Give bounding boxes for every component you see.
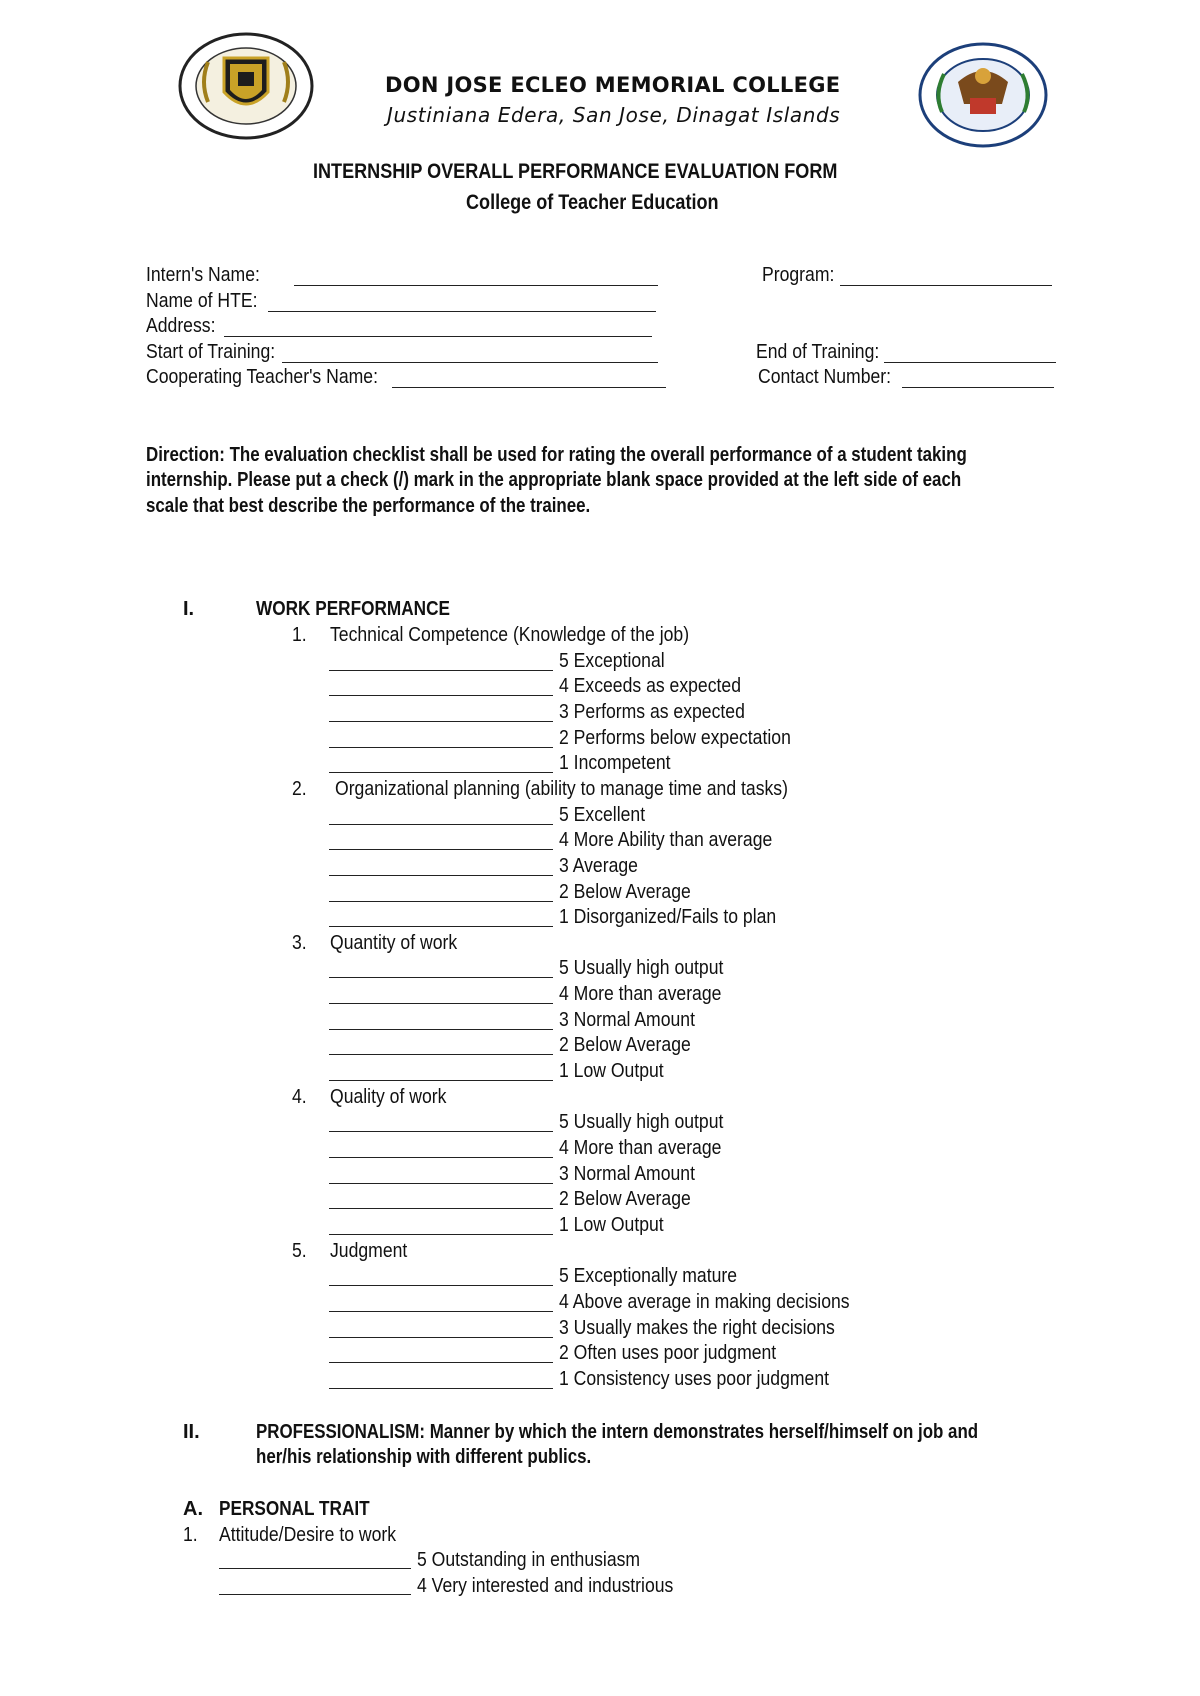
direction-line-2: internship. Please put a check (/) mark in the appropriate blank space provided at the left side of each — [146, 469, 962, 491]
item-4-option-2-blank[interactable] — [329, 1208, 553, 1209]
item-3-option-1-blank[interactable] — [329, 1080, 553, 1081]
hte-name-label: Name of HTE: — [146, 290, 258, 312]
contact-number-label: Contact Number: — [758, 366, 892, 388]
item-2-option-5-label: 5 Excellent — [559, 803, 646, 826]
section-2-numeral: II. — [183, 1421, 200, 1443]
direction-line-3: scale that best describe the performance of the trainee. — [146, 495, 591, 517]
item-3-option-5-blank[interactable] — [329, 977, 553, 978]
program-field[interactable] — [840, 285, 1052, 286]
item-4-option-5-blank[interactable] — [329, 1131, 553, 1132]
item-1-option-4-label: 4 Exceeds as expected — [559, 675, 741, 698]
item-1-option-2-label: 2 Performs below expectation — [559, 726, 791, 749]
teacher-education-seal-logo — [918, 42, 1048, 148]
item-1-option-5-blank[interactable] — [329, 670, 553, 671]
item-5-option-5-label: 5 Exceptionally mature — [559, 1265, 738, 1288]
item-3-option-3-blank[interactable] — [329, 1029, 553, 1030]
item-2-option-4-blank[interactable] — [329, 849, 553, 850]
item-5-label: Judgment — [330, 1239, 408, 1262]
end-training-label: End of Training: — [756, 341, 880, 363]
item-2-option-5-blank[interactable] — [329, 824, 553, 825]
item-1-option-3-label: 3 Performs as expected — [559, 700, 745, 723]
item-2-option-2-label: 2 Below Average — [559, 880, 691, 903]
college-name: DON JOSE ECLEO MEMORIAL COLLEGE — [385, 73, 841, 97]
start-training-field[interactable] — [282, 362, 658, 363]
intern-name-field[interactable] — [294, 285, 658, 286]
subsection-a-title: PERSONAL TRAIT — [219, 1498, 370, 1520]
item-5-number: 5. — [292, 1239, 307, 1262]
item-4-option-4-label: 4 More than average — [559, 1137, 722, 1159]
cooperating-teacher-label: Cooperating Teacher's Name: — [146, 366, 378, 388]
address-label: Address: — [146, 315, 216, 337]
item-3-number: 3. — [292, 931, 307, 954]
item-2-option-3-label: 3 Average — [559, 854, 638, 877]
item-1-option-1-blank[interactable] — [329, 772, 553, 773]
item-3-option-3-label: 3 Normal Amount — [559, 1008, 695, 1031]
item-4-option-2-label: 2 Below Average — [559, 1188, 691, 1211]
contact-number-field[interactable] — [902, 387, 1054, 388]
item-2-option-3-blank[interactable] — [329, 875, 553, 876]
department-title: College of Teacher Education — [466, 191, 719, 214]
intern-name-label: Intern's Name: — [146, 264, 260, 286]
hte-name-field[interactable] — [268, 311, 656, 312]
program-label: Program: — [762, 264, 835, 286]
item-1-option-4-blank[interactable] — [329, 695, 553, 696]
attitude-option-5-label: 5 Outstanding in enthusiasm — [417, 1549, 641, 1571]
item-1-option-3-blank[interactable] — [329, 721, 553, 722]
item-4-option-3-label: 3 Normal Amount — [559, 1162, 695, 1185]
item-3-option-4-blank[interactable] — [329, 1003, 553, 1004]
college-address: Justiniana Edera, San Jose, Dinagat Islands — [387, 103, 841, 127]
item-4-number: 4. — [292, 1085, 307, 1108]
item-1-option-5-label: 5 Exceptional — [559, 649, 665, 672]
item-2-option-4-label: 4 More Ability than average — [559, 829, 773, 852]
item-5-option-4-label: 4 Above average in making decisions — [559, 1290, 850, 1313]
item-1-option-1-label: 1 Incompetent — [559, 752, 671, 775]
item-5-option-4-blank[interactable] — [329, 1311, 553, 1312]
attitude-item-number: 1. — [183, 1524, 198, 1546]
item-4-option-1-label: 1 Low Output — [559, 1213, 664, 1236]
item-4-option-5-label: 5 Usually high output — [559, 1111, 724, 1134]
item-4-option-4-blank[interactable] — [329, 1157, 553, 1158]
item-3-option-1-label: 1 Low Output — [559, 1060, 664, 1083]
address-field[interactable] — [224, 336, 652, 337]
item-2-option-2-blank[interactable] — [329, 901, 553, 902]
item-5-option-1-blank[interactable] — [329, 1388, 553, 1389]
item-5-option-5-blank[interactable] — [329, 1285, 553, 1286]
item-5-option-1-label: 1 Consistency uses poor judgment — [559, 1367, 830, 1390]
item-3-label: Quantity of work — [330, 931, 458, 954]
item-3-option-2-blank[interactable] — [329, 1054, 553, 1055]
subsection-a-letter: A. — [183, 1498, 203, 1520]
item-4-option-1-blank[interactable] — [329, 1234, 553, 1235]
item-3-option-2-label: 2 Below Average — [559, 1034, 691, 1057]
section-1-title: WORK PERFORMANCE — [256, 598, 450, 620]
section-2-title-line-2: her/his relationship with different publics. — [256, 1446, 592, 1468]
item-2-option-1-blank[interactable] — [329, 926, 553, 927]
item-2-label: Organizational planning (ability to manage time and tasks) — [335, 777, 788, 800]
item-5-option-3-blank[interactable] — [329, 1337, 553, 1338]
direction-line-1: Direction: The evaluation checklist shall be used for rating the overall performance of a student taking — [146, 444, 967, 466]
item-5-option-2-label: 2 Often uses poor judgment — [559, 1342, 777, 1365]
attitude-item-label: Attitude/Desire to work — [219, 1524, 397, 1546]
item-3-option-4-label: 4 More than average — [559, 983, 722, 1006]
form-title: INTERNSHIP OVERALL PERFORMANCE EVALUATION FORM — [313, 160, 838, 183]
item-1-number: 1. — [292, 624, 307, 646]
attitude-option-5-blank[interactable] — [219, 1568, 411, 1569]
item-4-option-3-blank[interactable] — [329, 1183, 553, 1184]
item-3-option-5-label: 5 Usually high output — [559, 957, 724, 980]
section-1-numeral: I. — [183, 598, 195, 620]
item-5-option-3-label: 3 Usually makes the right decisions — [559, 1316, 835, 1339]
end-training-field[interactable] — [884, 362, 1056, 363]
item-2-number: 2. — [292, 777, 307, 800]
item-2-option-1-label: 1 Disorganized/Fails to plan — [559, 906, 777, 929]
item-1-option-2-blank[interactable] — [329, 747, 553, 748]
college-seal-logo — [178, 32, 314, 140]
attitude-option-4-label: 4 Very interested and industrious — [417, 1575, 674, 1597]
item-5-option-2-blank[interactable] — [329, 1362, 553, 1363]
cooperating-teacher-field[interactable] — [392, 387, 666, 388]
attitude-option-4-blank[interactable] — [219, 1594, 411, 1595]
section-2-title-line-1: PROFESSIONALISM: Manner by which the intern demonstrates herself/himself on job and — [256, 1421, 979, 1443]
start-training-label: Start of Training: — [146, 341, 276, 363]
item-4-label: Quality of work — [330, 1085, 447, 1108]
item-1-label: Technical Competence (Knowledge of the job) — [330, 624, 690, 646]
